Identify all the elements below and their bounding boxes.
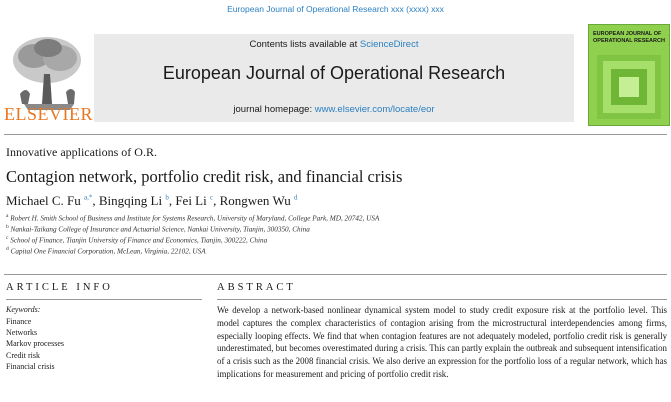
keyword[interactable]: Markov processes [6, 339, 64, 349]
author-name[interactable]: Bingqing Li [98, 193, 163, 208]
running-head: European Journal of Operational Research xxx (xxxx) xxx [227, 4, 444, 14]
author-name[interactable]: Rongwen Wu [219, 193, 291, 208]
author-name[interactable]: Fei Li [175, 193, 207, 208]
contents-line [94, 39, 574, 50]
journal-cover-thumbnail [588, 24, 670, 126]
keywords-list [6, 316, 64, 372]
affiliation: $^a$ Robert H. Smith School of Business and Institute for Systems Research, University of Maryland, College Park, MD, 20742, USA [6, 213, 380, 223]
journal-homepage-line [94, 104, 574, 115]
abstract-heading: ABSTRACT [217, 282, 296, 293]
affiliation: $^b$ Nankai-Taikang College of Insurance and Actuarial Science, Nankai University, Tianjin, 300350, China [6, 224, 310, 234]
affiliation: $^d$ Capital One Financial Corporation, McLean, Virginia, 22102, USA [6, 246, 206, 256]
abstract-rule [217, 299, 667, 300]
journal-name: European Journal of Operational Research [162, 63, 506, 83]
affiliation: $^c$ School of Finance, Tianjin University of Finance and Economics, Tianjin, 300222, China [6, 235, 268, 245]
keyword[interactable]: Finance [6, 317, 32, 326]
paper-title: Contagion network, portfolio credit risk, and financial crisis [6, 167, 403, 186]
author-marks[interactable]: c [209, 193, 214, 202]
author-marks[interactable]: b [165, 193, 169, 202]
author-name[interactable]: Michael C. Fu [6, 193, 81, 208]
author-marks[interactable]: d [293, 193, 298, 202]
contents-prefix: Contents lists available at [249, 39, 360, 50]
journal-homepage-link[interactable]: www.elsevier.com/locate/eor [314, 104, 435, 115]
abstract-text: We develop a network-based nonlinear dynamical system model to study credit exposure risk at the portfolio level. This model captures the complex characteristics of contagion arising from the microstructural interdependencies among firms, especially looping effects. We find that when contagion features are not adequately modeled, portfolio credit risk is generally underestimated, but becomes overestimated during a crisis. This can partly explain the outbreak and subsequent intensification of a crisis such as the 2008 financial crisis. We also derive an expression for the portfolio loss of a regular network, which has implications for measurement and pricing of portfolio credit risk. [217, 305, 667, 379]
publisher-name: ELSEVIER [4, 104, 93, 124]
article-info-heading: ARTICLE INFO [6, 282, 113, 293]
cover-graphic-icon [597, 55, 661, 119]
article-info-rule [6, 299, 202, 300]
homepage-prefix: journal homepage: [233, 104, 315, 115]
section-divider [4, 274, 667, 275]
author-marks[interactable]: a,* [84, 193, 93, 202]
keyword[interactable]: Credit risk [6, 350, 40, 360]
keyword[interactable]: Financial crisis [6, 361, 55, 371]
header-divider [4, 134, 667, 135]
keywords-label: Keywords: [6, 305, 41, 314]
keyword[interactable]: Networks [6, 328, 38, 338]
author-list: Michael C. Fu $^{a,*}$, Bingqing Li $^b$, Fei Li $^c$, Rongwen Wu $^d$ [6, 193, 298, 208]
sciencedirect-link[interactable]: ScienceDirect [359, 39, 419, 50]
article-section-label: Innovative applications of O.R. [6, 145, 157, 159]
cover-title: EUROPEAN JOURNAL OF OPERATIONAL RESEARCH [593, 31, 665, 44]
